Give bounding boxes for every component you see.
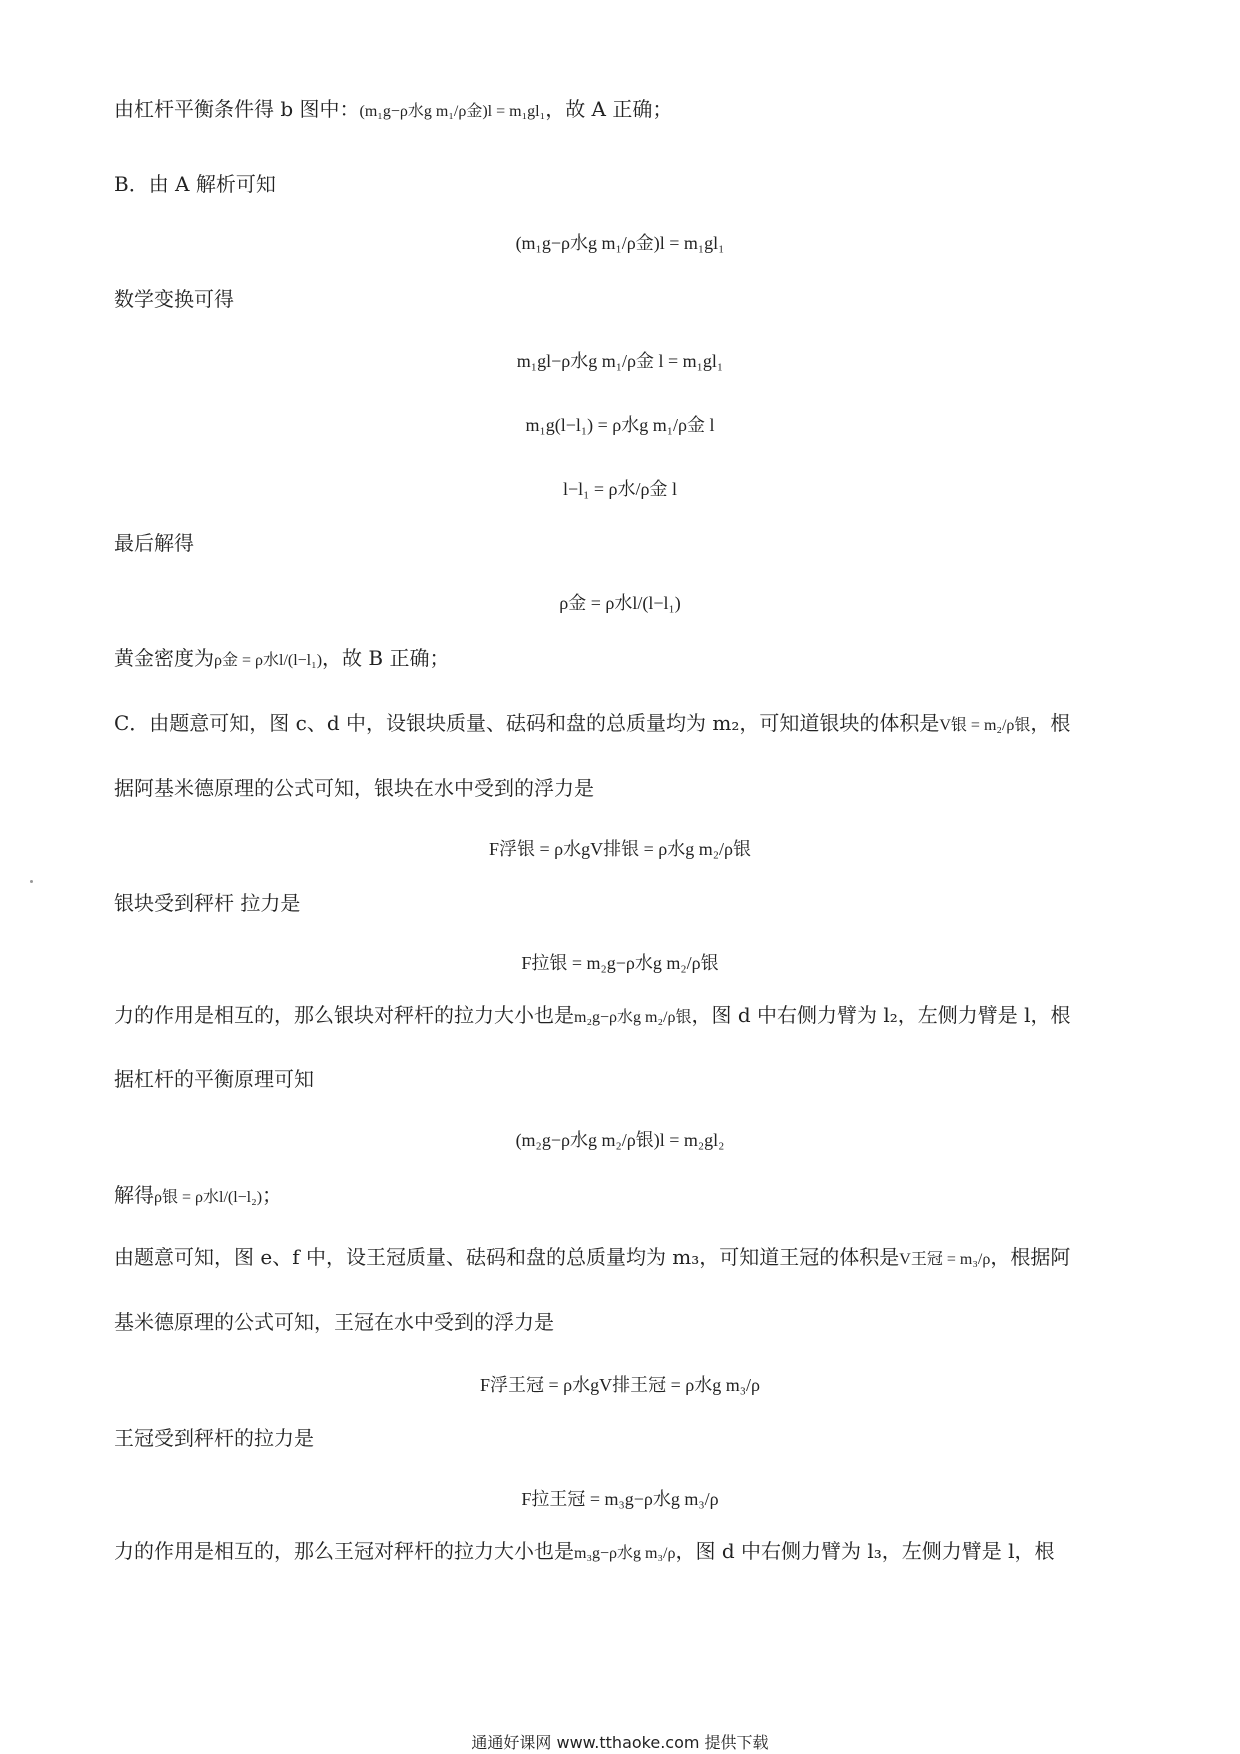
equation: F拉王冠 = m₃g−ρ水g m₃/ρ [521, 1489, 719, 1509]
paragraph-line: 由杠杆平衡条件得 b 图中：(m₁g−ρ水g m₁/ρ金)l = m₁gl₁，故 A 正确； [114, 97, 673, 121]
paragraph-line: C．由题意可知，图 c、d 中，设银块质量、砝码和盘的总质量均为 m₂，可知道银块的体积是V银 = m₂/ρ银，根 [114, 711, 1071, 735]
equation: F浮银 = ρ水gV排银 = ρ水g m₂/ρ银 [488, 839, 752, 859]
inline-formula: ρ金 = ρ水l/(l−l₁) [214, 652, 323, 669]
inline-formula: V王冠 = m₃/ρ [899, 1251, 991, 1268]
inline-formula: m₂g−ρ水g m₂/ρ银 [574, 1009, 692, 1026]
equation: m₁g(l−l₁) = ρ水g m₁/ρ金 l [525, 415, 715, 435]
paragraph-line: 力的作用是相互的，那么王冠对秤杆的拉力大小也是m₃g−ρ水g m₃/ρ，图 d 中右侧力臂为 l₃，左侧力臂是 l，根 [114, 1539, 1055, 1563]
scan-speck [30, 880, 33, 883]
paragraph-line: 数学变换可得 [114, 287, 234, 311]
equation: ρ金 = ρ水l/(l−l₁) [559, 593, 681, 613]
equation: m₁gl−ρ水g m₁/ρ金 l = m₁gl₁ [516, 351, 724, 371]
paragraph-line: 据杠杆的平衡原理可知 [114, 1067, 314, 1091]
paragraph-line: B．由 A 解析可知 [114, 172, 276, 196]
inline-formula: m₃g−ρ水g m₃/ρ [574, 1545, 676, 1562]
inline-formula: (m₁g−ρ水g m₁/ρ金)l = m₁gl₁ [359, 103, 546, 120]
paragraph-line: 基米德原理的公式可知，王冠在水中受到的浮力是 [114, 1310, 554, 1334]
paragraph-line: 据阿基米德原理的公式可知，银块在水中受到的浮力是 [114, 776, 594, 800]
paragraph-line: 王冠受到秤杆的拉力是 [114, 1426, 314, 1450]
paragraph-line: 黄金密度为ρ金 = ρ水l/(l−l₁)，故 B 正确； [114, 646, 450, 670]
paragraph-line: 力的作用是相互的，那么银块对秤杆的拉力大小也是m₂g−ρ水g m₂/ρ银，图 d 中右侧力臂为 l₂，左侧力臂是 l，根 [114, 1003, 1071, 1027]
equation: (m₂g−ρ水g m₂/ρ银)l = m₂gl₂ [515, 1130, 725, 1150]
equation: (m₁g−ρ水g m₁/ρ金)l = m₁gl₁ [515, 233, 725, 253]
paragraph-line: 由题意可知，图 e、f 中，设王冠质量、砝码和盘的总质量均为 m₃，可知道王冠的体积是V王冠 = m₃/ρ，根据阿 [114, 1245, 1071, 1269]
equation: l−l₁ = ρ水/ρ金 l [562, 479, 678, 499]
paragraph-line: 最后解得 [114, 531, 194, 555]
equation: F拉银 = m₂g−ρ水g m₂/ρ银 [521, 953, 719, 973]
paragraph-line: 银块受到秤杆 拉力是 [114, 891, 301, 915]
paragraph-line: 解得ρ银 = ρ水l/(l−l₂)； [114, 1183, 283, 1207]
page-footer: 通通好课网 www.tthaoke.com 提供下载 [471, 1733, 769, 1752]
inline-formula: V银 = m₂/ρ银 [939, 717, 1031, 734]
inline-formula: ρ银 = ρ水l/(l−l₂) [154, 1189, 263, 1206]
equation: F浮王冠 = ρ水gV排王冠 = ρ水g m₃/ρ [479, 1375, 761, 1395]
